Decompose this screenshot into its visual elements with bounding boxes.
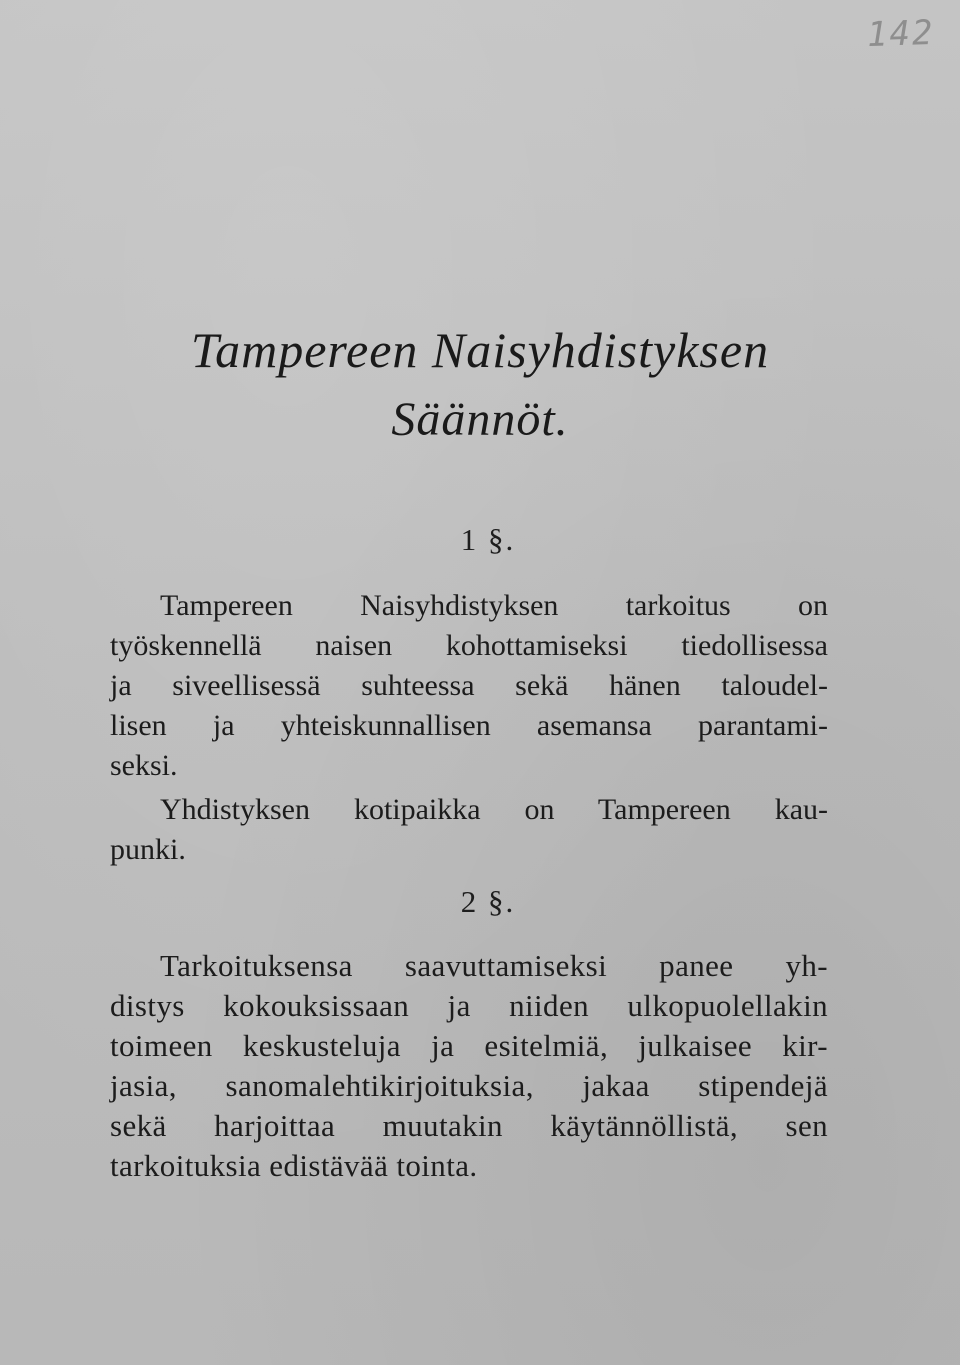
section-2-heading: 2 §. <box>460 884 516 919</box>
text-line: tarkoituksia edistävää tointa. <box>110 1148 478 1183</box>
document-title-line1: Tampereen Naisyhdistyksen <box>190 322 770 378</box>
text-line: toimeen keskusteluja ja esitelmiä, julkaisee kir- <box>110 1028 828 1063</box>
section-2-paragraph-1 <box>110 946 828 1186</box>
text-line: ja siveellisessä suhteessa sekä hänen taloudel- <box>110 669 828 702</box>
text-line: seksi. <box>110 749 178 782</box>
text-line: Tarkoituksensa saavuttamiseksi panee yh- <box>160 948 828 983</box>
section-1-heading: 1 §. <box>460 522 516 557</box>
text-line: punki. <box>110 833 186 866</box>
section-1-paragraph-1 <box>110 586 828 786</box>
text-line: jasia, sanomalehtikirjoituksia, jakaa stipendejä <box>110 1068 828 1103</box>
page-number: 142 <box>865 12 935 56</box>
document-title-line2: Säännöt. <box>391 393 569 446</box>
text-line: distys kokouksissaan ja niiden ulkopuolellakin <box>110 988 828 1023</box>
text-line: sekä harjoittaa muutakin käytännöllistä, sen <box>110 1108 828 1143</box>
text-line: Yhdistyksen kotipaikka on Tampereen kau- <box>160 793 828 826</box>
text-line: lisen ja yhteiskunnallisen asemansa parantami- <box>110 709 828 742</box>
section-1-paragraph-2 <box>110 790 828 870</box>
text-line: Tampereen Naisyhdistyksen tarkoitus on <box>160 589 828 622</box>
text-line: työskennellä naisen kohottamiseksi tiedollisessa <box>110 629 828 662</box>
